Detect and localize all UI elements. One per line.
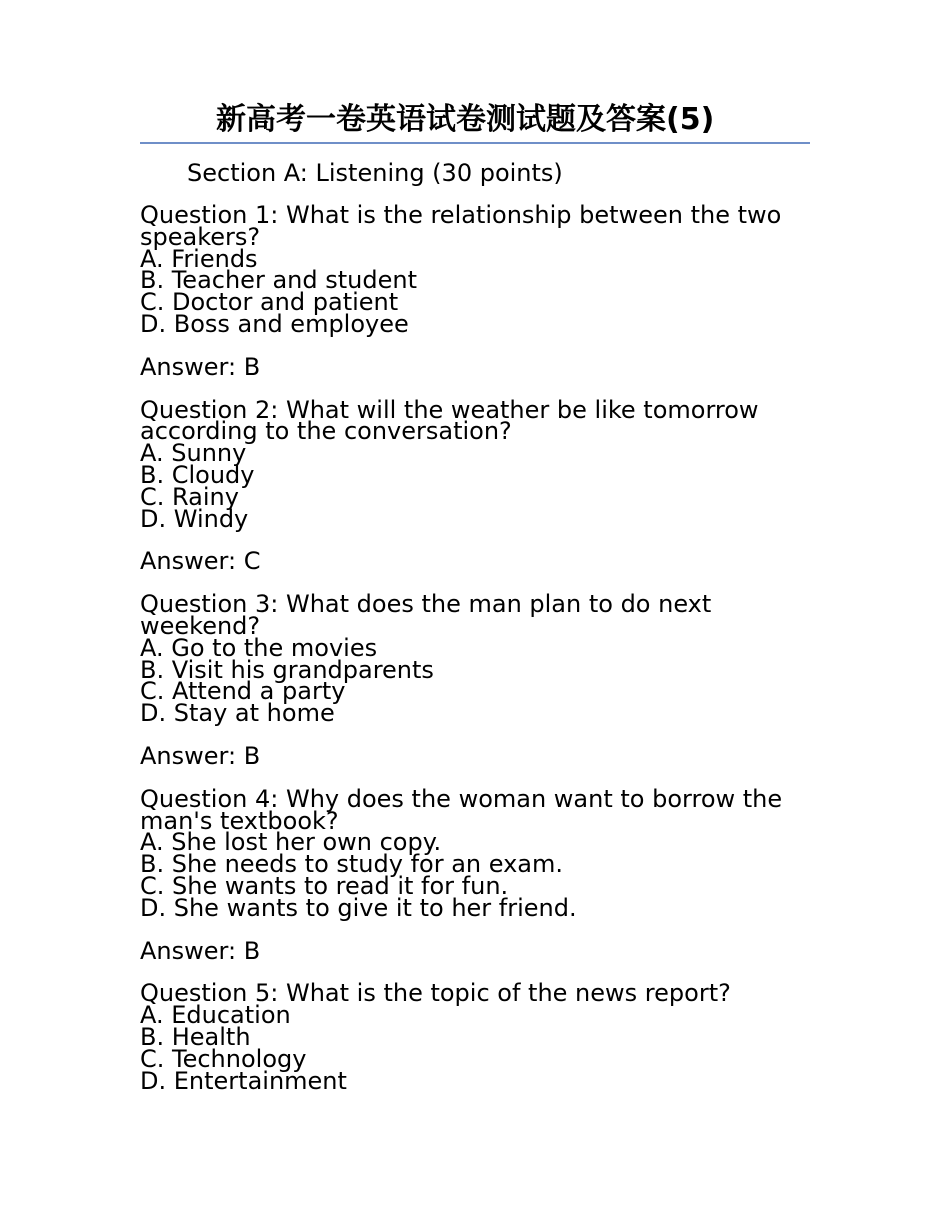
answer-3: Answer: B	[140, 741, 261, 770]
question-text-line: Question 1: What is the relationship between the two	[140, 201, 782, 229]
option-a: A. Education	[140, 1001, 291, 1030]
answer-4: Answer: B	[140, 936, 261, 965]
option-c: C. She wants to read it for fun.	[140, 871, 509, 900]
option-b: B. Teacher and student	[140, 266, 417, 295]
option-d: D. Entertainment	[140, 1066, 347, 1095]
question-text-line: Question 5: What is the topic of the news report?	[140, 979, 731, 1008]
answer-1: Answer: B	[140, 352, 261, 381]
option-b: B. Cloudy	[140, 460, 255, 489]
option-b: B. Visit his grandparents	[140, 655, 434, 684]
option-c: C. Attend a party	[140, 677, 346, 706]
option-c: C. Doctor and patient	[140, 288, 399, 317]
question-1	[140, 201, 810, 338]
section-heading: Section A: Listening (30 points)	[187, 159, 563, 187]
document-title: 新高考一卷英语试卷测试题及答案(5)	[216, 102, 715, 137]
option-c: C. Rainy	[140, 482, 239, 511]
title-underline	[140, 98, 810, 144]
option-a: A. She lost her own copy.	[140, 828, 442, 857]
option-d: D. She wants to give it to her friend.	[140, 893, 577, 922]
question-text-line: Question 3: What does the man plan to do next	[140, 590, 712, 619]
question-2	[140, 395, 810, 533]
option-d: D. Stay at home	[140, 699, 335, 728]
option-a: A. Sunny	[140, 439, 247, 468]
question-list	[140, 201, 810, 1113]
option-a: A. Friends	[140, 244, 258, 273]
question-text-line: Question 2: What will the weather be like tomorrow	[140, 395, 759, 424]
option-c: C. Technology	[140, 1044, 307, 1073]
question-text-line: speakers?	[140, 222, 261, 251]
question-text-line: man's textbook?	[140, 806, 339, 835]
option-d: D. Boss and employee	[140, 309, 409, 338]
question-3	[140, 590, 810, 728]
option-d: D. Windy	[140, 504, 249, 533]
option-b: B. She needs to study for an exam.	[140, 850, 564, 879]
question-5	[140, 979, 810, 1095]
question-text-line: weekend?	[140, 611, 261, 640]
question-text-line: according to the conversation?	[140, 417, 512, 446]
question-4	[140, 784, 810, 922]
answer-2: Answer: C	[140, 547, 261, 576]
option-b: B. Health	[140, 1022, 251, 1051]
option-a: A. Go to the movies	[140, 633, 378, 662]
question-text-line: Question 4: Why does the woman want to borrow the	[140, 784, 783, 813]
